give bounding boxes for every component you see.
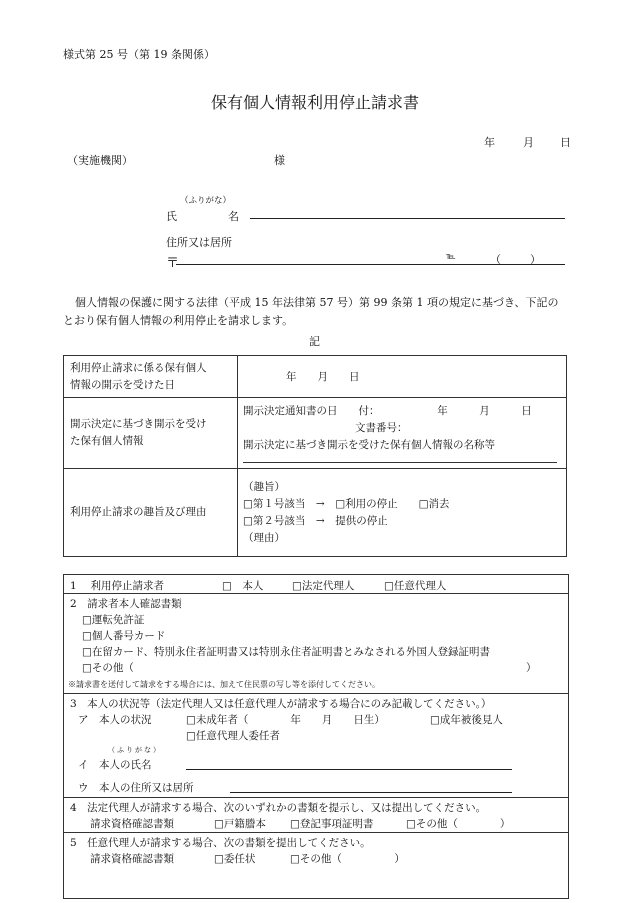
tel-paren-close: ） (530, 253, 541, 266)
info-name-underline (243, 454, 557, 463)
row2-info-name: 開示決定に基づき開示を受けた保有個人情報の名称等 (243, 439, 495, 451)
agency-label: （実施機関） (67, 154, 133, 167)
postal-mark: 〒 (166, 256, 180, 271)
date-month: 月 (523, 136, 534, 149)
date-year: 年 (484, 136, 495, 149)
requester-info-box (63, 574, 569, 899)
section4-docs-label: 請求資格確認書類 (90, 818, 174, 830)
divider (64, 693, 568, 694)
table-row (64, 356, 567, 398)
row2-label-1: 開示決定に基づき開示を受け (70, 418, 207, 430)
table-row (64, 398, 567, 469)
my-number-card-checkbox[interactable]: □個人番号カード (82, 630, 166, 642)
row2-label-2: た保有個人情報 (70, 435, 144, 447)
adult-ward-checkbox[interactable]: □成年被後見人 (430, 714, 503, 726)
row3-option-1[interactable]: □第１号該当 → □利用の停止 □消去 (243, 497, 450, 510)
page-title: 保有個人情報利用停止請求書 (210, 93, 419, 112)
section5-label: 5 任意代理人が請求する場合、次の書類を提出してください。 (70, 837, 371, 849)
name-field[interactable] (250, 218, 565, 219)
other-doc-close: ） (526, 662, 537, 674)
legal-agent-checkbox[interactable]: □法定代理人 (292, 580, 355, 592)
telephone-icon: ℡ (446, 252, 456, 262)
ki-mark: 記 (309, 335, 320, 348)
name-label-2: 名 (228, 210, 239, 223)
intro-line-1: 個人情報の保護に関する法律（平成 15 年法律第 57 号）第 99 条第 1 項の規定に基づき、下記の (75, 296, 559, 309)
tel-paren-open: （ (490, 253, 501, 266)
date-day: 日 (560, 136, 571, 149)
disclosed-info-field[interactable] (238, 398, 567, 469)
minor-checkbox[interactable]: □未成年者（ 年 月 日生） (186, 714, 385, 726)
section2-label: 2 請求者本人確認書類 (70, 598, 182, 610)
address-field[interactable] (176, 264, 565, 265)
row2-doc-no: 文書番号： (355, 422, 408, 434)
principal-furigana: （ふりがな） (108, 746, 162, 754)
self-checkbox[interactable]: □ 本人 (222, 580, 264, 592)
section3-label: 3 本人の状況等（法定代理人又は任意代理人が請求する場合にのみ記載してください。） (70, 698, 492, 710)
row3-reason: （理由） (243, 531, 285, 544)
row1-date: 年 月 日 (286, 371, 360, 383)
row1-label-1: 利用停止請求に係る保有個人 (70, 361, 207, 374)
section3-a-label: ア 本人の状況 (78, 714, 152, 726)
divider (64, 832, 568, 833)
principal-checkbox[interactable]: □任意代理人委任者 (186, 730, 280, 742)
section1-label: 1 利用停止請求者 (70, 580, 165, 592)
address-label: 住所又は居所 (166, 236, 232, 249)
section3-u-label: ウ 本人の住所又は居所 (78, 782, 194, 794)
section4-label: 4 法定代理人が請求する場合、次のいずれかの書類を提示し、又は提出してください。 (70, 802, 487, 814)
other-doc-checkbox[interactable]: □その他（ (82, 662, 134, 674)
disclosure-date-field[interactable] (238, 356, 567, 398)
drivers-license-checkbox[interactable]: □運転免許証 (82, 614, 145, 626)
section3-i-label: イ 本人の氏名 (78, 759, 152, 771)
intro-line-2: とおり保有個人情報の利用停止を請求します。 (63, 314, 294, 327)
row1-label-2: 情報の開示を受けた日 (70, 378, 175, 391)
table-row (64, 469, 567, 557)
row3-option-2[interactable]: □第２号該当 → 提供の停止 (243, 514, 388, 527)
registry-cert-checkbox[interactable]: □登記事項証明書 (290, 818, 374, 830)
purpose-reason-field[interactable] (238, 469, 567, 557)
name-label-1: 氏 (166, 210, 177, 223)
row2-notice-date: 開示決定通知書の日 付： 年 月 日 (243, 405, 532, 417)
principal-name-field[interactable] (186, 769, 512, 770)
request-details-table (63, 355, 567, 557)
divider (64, 797, 568, 798)
section5-docs-label: 請求資格確認書類 (90, 853, 174, 865)
residence-card-checkbox[interactable]: □在留カード、特別永住者証明書又は特別永住者証明書とみなされる外国人登録証明書 (82, 646, 490, 658)
row3-label: 利用停止請求の趣旨及び理由 (70, 506, 207, 518)
voluntary-agent-checkbox[interactable]: □任意代理人 (384, 580, 447, 592)
honorific: 様 (274, 154, 285, 167)
row3-purpose: （趣旨） (243, 480, 285, 493)
form-number: 様式第 25 号（第 19 条関係） (63, 48, 215, 61)
principal-address-field[interactable] (230, 792, 512, 793)
section5-other-checkbox[interactable]: □その他（ ） (290, 853, 405, 865)
name-furigana: （ふりがな） (180, 196, 232, 206)
family-register-checkbox[interactable]: □戸籍謄本 (214, 818, 266, 830)
divider (64, 593, 568, 594)
power-of-attorney-checkbox[interactable]: □委任状 (214, 853, 256, 865)
mail-note: ※請求書を送付して請求をする場合には、加えて住民票の写し等を添付してください。 (68, 680, 380, 689)
section4-other-checkbox[interactable]: □その他（ ） (406, 818, 511, 830)
